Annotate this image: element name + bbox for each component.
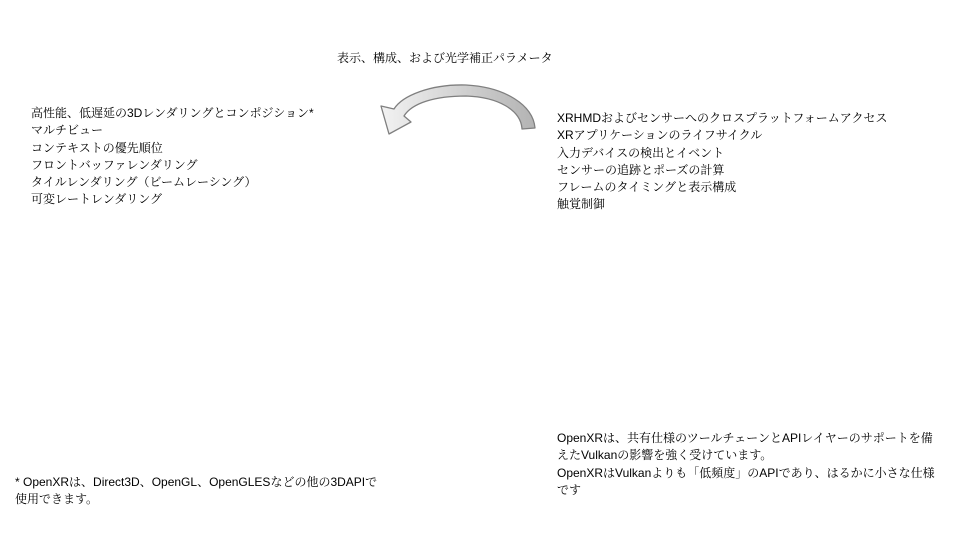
right-note [557,430,935,499]
note-line: えたVulkanの影響を強く受けています。 [557,448,773,463]
note-line: OpenXRはVulkanよりも「低頻度」のAPIであり、はるかに小さな仕様 [557,465,935,480]
list-item: マルチビュー [31,123,104,138]
list-item: センサーの追跡とポーズの計算 [557,162,725,177]
list-item: 触覚制御 [557,197,606,212]
list-item: フレームのタイミングと表示構成 [557,180,737,195]
footnote-line: 使用できます。 [15,492,99,507]
slide-title: 表示、構成、および光学補正パラメータ [337,51,553,65]
right-feature-list [557,110,887,214]
note-line: です [557,482,582,497]
list-item: 高性能、低遅延の3Dレンダリングとコンポジション* [31,106,314,120]
list-item: 可変レートレンダリング [31,192,162,207]
list-item: コンテキストの優先順位 [31,140,163,155]
list-item: XRアプリケーションのライフサイクル [557,128,763,143]
list-item: XRHMDおよびセンサーへのクロスプラットフォームアクセス [557,111,888,125]
footnote-line: * OpenXRは、Direct3D、OpenGL、OpenGLESなどの他の3DAPIで [15,475,378,489]
list-item: フロントバッファレンダリング [31,157,198,172]
footnote [15,474,377,509]
list-item: タイルレンダリング（ビームレーシング） [31,175,257,190]
left-feature-list [31,105,314,209]
curved-arrow-svg [375,82,547,138]
note-line: OpenXRは、共有仕様のツールチェーンとAPIレイヤーのサポートを備 [557,431,933,445]
list-item: 入力デバイスの検出とイベント [557,145,725,160]
curved-arrow-icon [375,82,547,138]
